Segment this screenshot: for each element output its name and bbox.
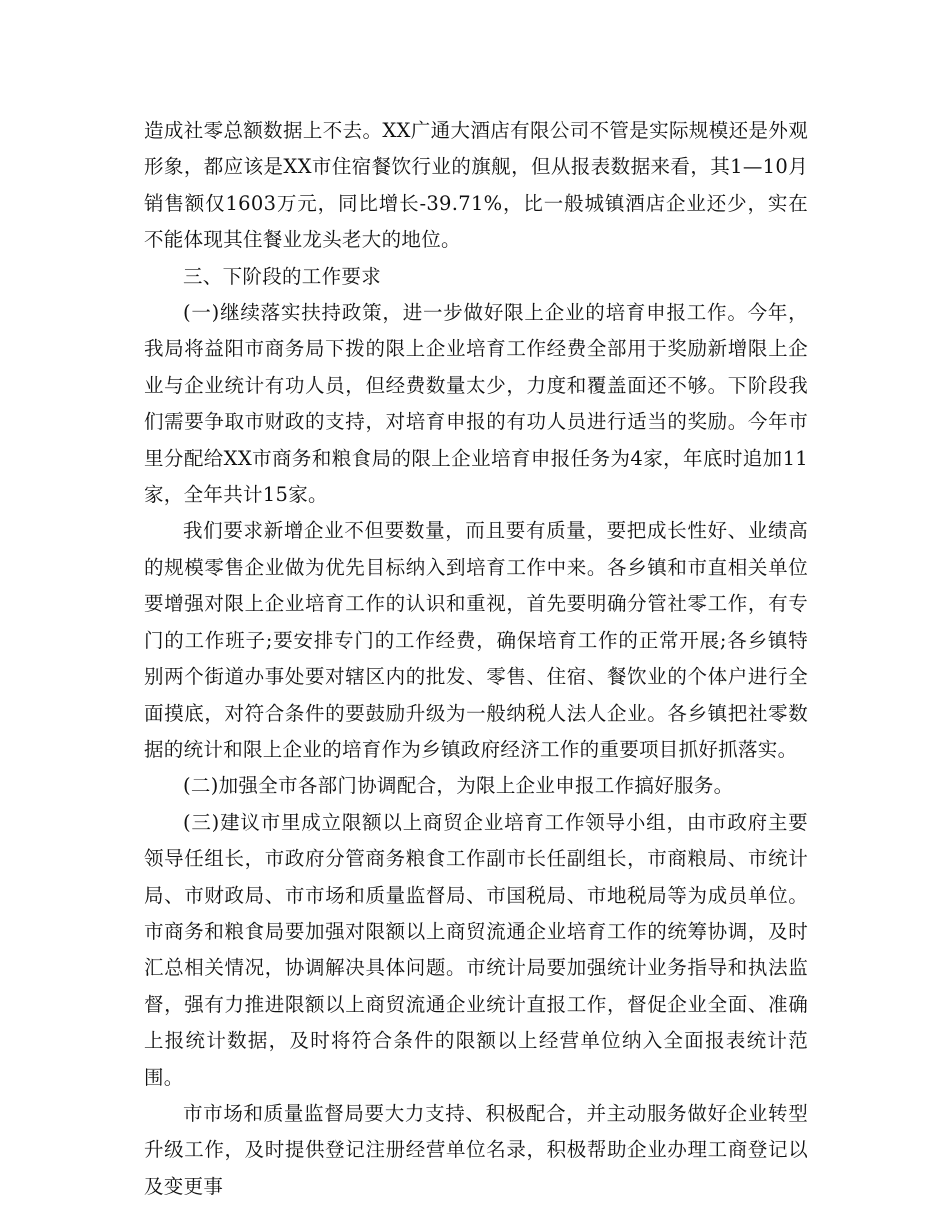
paragraph-item-3: (三)建议市里成立限额以上商贸企业培育工作领导小组，由市政府主要领导任组长，市政府分管商务粮食工作副市长任副组长，市商粮局、市统计局、市财政局、市市场和质量监督局、市国税局、市地税局等为成员单位。市商务和粮食局要加强对限额以上商贸流通企业培育工作的统筹协调，及时汇总相关情况，协调解决具体问题。市统计局要加强统计业务指导和执法监督，强有力推进限额以上商贸流通企业统计直报工作，督促企业全面、准确上报统计数据，及时将符合条件的限额以上经营单位纳入全面报表统计范围。 bbox=[144, 810, 808, 1089]
document-body bbox=[144, 113, 808, 1205]
paragraph-requirements: 我们要求新增企业不但要数量，而且要有质量，要把成长性好、业绩高的规模零售企业做为优先目标纳入到培育工作中来。各乡镇和市直相关单位要增强对限上企业培育工作的认识和重视，首先要明确分管社零工作，有专门的工作班子;要安排专门的工作经费，确保培育工作的正常开展;各乡镇特别两个街道办事处要对辖区内的批发、零售、住宿、餐饮业的个体户进行全面摸底，对符合条件的要鼓励升级为一般纳税人法人企业。各乡镇把社零数据的统计和限上企业的培育作为乡镇政府经济工作的重要项目抓好抓落实。 bbox=[144, 519, 808, 761]
paragraph-continued: 造成社零总额数据上不去。XX广通大酒店有限公司不管是实际规模还是外观形象，都应该是XX市住宿餐饮行业的旗舰，但从报表数据来看，其1—10月销售额仅1603万元，同比增长-39.71%，比一般城镇酒店企业还少，实在不能体现其住餐业龙头老大的地位。 bbox=[144, 119, 808, 252]
paragraph-item-1: (一)继续落实扶持政策，进一步做好限上企业的培育申报工作。今年，我局将益阳市商务局下拨的限上企业培育工作经费全部用于奖励新增限上企业与企业统计有功人员，但经费数量太少，力度和覆盖面还不够。下阶段我们需要争取市财政的支持，对培育申报的有功人员进行适当的奖励。今年市里分配给XX市商务和粮食局的限上企业培育申报任务为4家，年底时追加11家，全年共计15家。 bbox=[144, 301, 808, 507]
paragraph-market-supervision: 市市场和质量监督局要大力支持、积极配合，并主动服务做好企业转型升级工作，及时提供登记注册经营单位名录，积极帮助企业办理工商登记以及变更事 bbox=[144, 1101, 808, 1198]
paragraph-item-2: (二)加强全市各部门协调配合，为限上企业申报工作搞好服务。 bbox=[183, 774, 734, 798]
section-heading: 三、下阶段的工作要求 bbox=[183, 264, 382, 288]
